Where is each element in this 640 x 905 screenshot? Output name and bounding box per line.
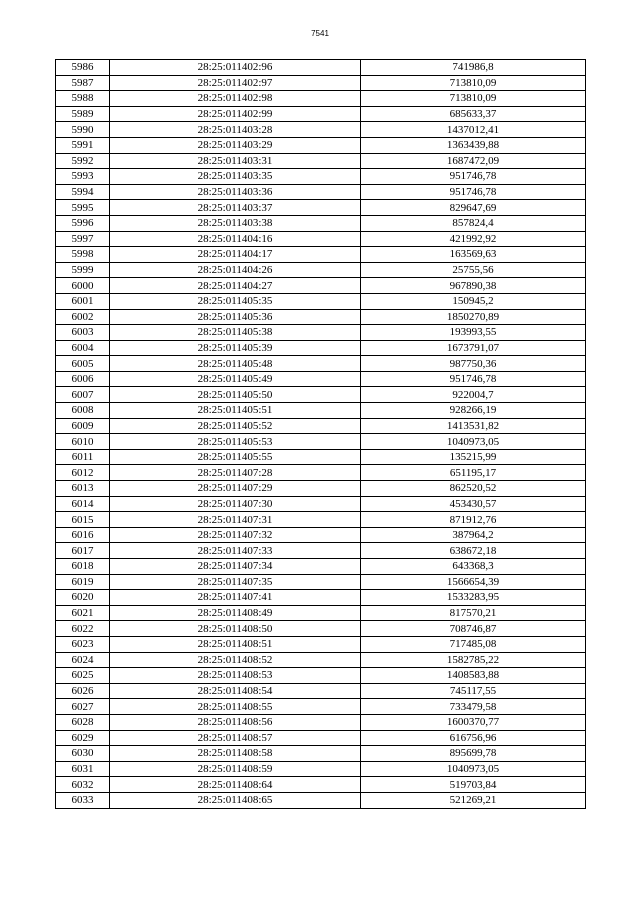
cadastral-number-cell: 28:25:011405:50 [110,387,361,403]
value-cell: 817570,21 [361,605,586,621]
table-row [56,403,586,419]
cadastral-number-cell: 28:25:011403:38 [110,215,361,231]
cadastral-number-cell: 28:25:011408:56 [110,714,361,730]
table-row [56,200,586,216]
value-cell: 987750,36 [361,356,586,372]
table-row [56,262,586,278]
table-row [56,75,586,91]
table-row [56,636,586,652]
value-cell: 922004,7 [361,387,586,403]
row-number-cell: 5994 [56,184,110,200]
row-number-cell: 6012 [56,465,110,481]
row-number-cell: 6019 [56,574,110,590]
row-number-cell: 6027 [56,699,110,715]
row-number-cell: 6015 [56,512,110,528]
value-cell: 1600370,77 [361,714,586,730]
table-row [56,434,586,450]
value-cell: 733479,58 [361,699,586,715]
cadastral-number-cell: 28:25:011405:52 [110,418,361,434]
table-row [56,605,586,621]
cadastral-number-cell: 28:25:011408:64 [110,777,361,793]
row-number-cell: 5989 [56,106,110,122]
row-number-cell: 6010 [56,434,110,450]
table-row [56,356,586,372]
table-row [56,215,586,231]
value-cell: 895699,78 [361,746,586,762]
table-row [56,481,586,497]
table-row [56,106,586,122]
table-row [56,231,586,247]
value-cell: 713810,09 [361,91,586,107]
table-row [56,559,586,575]
row-number-cell: 5997 [56,231,110,247]
cadastral-number-cell: 28:25:011404:17 [110,247,361,263]
row-number-cell: 5992 [56,153,110,169]
value-cell: 951746,78 [361,169,586,185]
row-number-cell: 5993 [56,169,110,185]
row-number-cell: 5990 [56,122,110,138]
value-cell: 521269,21 [361,792,586,808]
table-row [56,91,586,107]
value-cell: 1363439,88 [361,137,586,153]
table-row [56,340,586,356]
value-cell: 685633,37 [361,106,586,122]
table-row [56,761,586,777]
row-number-cell: 6018 [56,559,110,575]
value-cell: 928266,19 [361,403,586,419]
table-row [56,418,586,434]
cadastral-number-cell: 28:25:011407:33 [110,543,361,559]
cadastral-number-cell: 28:25:011408:65 [110,792,361,808]
value-cell: 951746,78 [361,184,586,200]
value-cell: 643368,3 [361,559,586,575]
row-number-cell: 6031 [56,761,110,777]
row-number-cell: 6009 [56,418,110,434]
cadastral-number-cell: 28:25:011405:51 [110,403,361,419]
row-number-cell: 6021 [56,605,110,621]
value-cell: 862520,52 [361,481,586,497]
cadastral-number-cell: 28:25:011408:52 [110,652,361,668]
value-cell: 1408583,88 [361,668,586,684]
row-number-cell: 6033 [56,792,110,808]
row-number-cell: 6024 [56,652,110,668]
row-number-cell: 6032 [56,777,110,793]
cadastral-number-cell: 28:25:011405:36 [110,309,361,325]
row-number-cell: 6013 [56,481,110,497]
value-cell: 193993,55 [361,325,586,341]
cadastral-number-cell: 28:25:011405:38 [110,325,361,341]
row-number-cell: 6001 [56,293,110,309]
value-cell: 1582785,22 [361,652,586,668]
cadastral-number-cell: 28:25:011405:35 [110,293,361,309]
row-number-cell: 6030 [56,746,110,762]
cadastral-number-cell: 28:25:011404:16 [110,231,361,247]
value-cell: 135215,99 [361,449,586,465]
table-row [56,714,586,730]
table-row [56,683,586,699]
row-number-cell: 6023 [56,636,110,652]
row-number-cell: 5988 [56,91,110,107]
cadastral-number-cell: 28:25:011403:29 [110,137,361,153]
value-cell: 1850270,89 [361,309,586,325]
row-number-cell: 6026 [56,683,110,699]
row-number-cell: 5987 [56,75,110,91]
row-number-cell: 6007 [56,387,110,403]
value-cell: 745117,55 [361,683,586,699]
value-cell: 651195,17 [361,465,586,481]
row-number-cell: 6004 [56,340,110,356]
value-cell: 1687472,09 [361,153,586,169]
table-row [56,293,586,309]
row-number-cell: 6028 [56,714,110,730]
cadastral-number-cell: 28:25:011403:35 [110,169,361,185]
value-cell: 1566654,39 [361,574,586,590]
value-cell: 713810,09 [361,75,586,91]
table-row [56,122,586,138]
value-cell: 25755,56 [361,262,586,278]
row-number-cell: 6011 [56,449,110,465]
value-cell: 387964,2 [361,527,586,543]
row-number-cell: 5991 [56,137,110,153]
cadastral-number-cell: 28:25:011403:28 [110,122,361,138]
value-cell: 967890,38 [361,278,586,294]
table-row [56,184,586,200]
value-cell: 708746,87 [361,621,586,637]
cadastral-number-cell: 28:25:011405:53 [110,434,361,450]
cadastral-number-cell: 28:25:011405:55 [110,449,361,465]
row-number-cell: 5996 [56,215,110,231]
value-cell: 453430,57 [361,496,586,512]
table-row [56,449,586,465]
table-row [56,652,586,668]
table-row [56,512,586,528]
cadastral-number-cell: 28:25:011402:99 [110,106,361,122]
cadastral-number-cell: 28:25:011407:29 [110,481,361,497]
value-cell: 616756,96 [361,730,586,746]
value-cell: 163569,63 [361,247,586,263]
row-number-cell: 6000 [56,278,110,294]
table-row [56,309,586,325]
table-row [56,496,586,512]
table-row [56,169,586,185]
table-row [56,247,586,263]
value-cell: 741986,8 [361,60,586,76]
table-row [56,543,586,559]
row-number-cell: 5998 [56,247,110,263]
table-row [56,387,586,403]
value-cell: 1437012,41 [361,122,586,138]
row-number-cell: 6008 [56,403,110,419]
cadastral-number-cell: 28:25:011408:50 [110,621,361,637]
row-number-cell: 6006 [56,371,110,387]
table-row [56,574,586,590]
value-cell: 1040973,05 [361,434,586,450]
table-row [56,777,586,793]
cadastral-number-cell: 28:25:011403:31 [110,153,361,169]
row-number-cell: 6005 [56,356,110,372]
cadastral-table [55,59,586,809]
row-number-cell: 6029 [56,730,110,746]
cadastral-number-cell: 28:25:011403:37 [110,200,361,216]
value-cell: 951746,78 [361,371,586,387]
value-cell: 857824,4 [361,215,586,231]
value-cell: 717485,08 [361,636,586,652]
row-number-cell: 6022 [56,621,110,637]
row-number-cell: 6016 [56,527,110,543]
cadastral-number-cell: 28:25:011407:30 [110,496,361,512]
value-cell: 871912,76 [361,512,586,528]
cadastral-number-cell: 28:25:011407:32 [110,527,361,543]
page-number: 7541 [311,29,329,38]
row-number-cell: 6002 [56,309,110,325]
cadastral-number-cell: 28:25:011408:53 [110,668,361,684]
cadastral-number-cell: 28:25:011404:26 [110,262,361,278]
cadastral-number-cell: 28:25:011404:27 [110,278,361,294]
cadastral-number-cell: 28:25:011402:96 [110,60,361,76]
table-row [56,668,586,684]
table-row [56,153,586,169]
value-cell: 421992,92 [361,231,586,247]
cadastral-number-cell: 28:25:011405:48 [110,356,361,372]
row-number-cell: 6014 [56,496,110,512]
value-cell: 1533283,95 [361,590,586,606]
table-row [56,60,586,76]
cadastral-number-cell: 28:25:011407:28 [110,465,361,481]
cadastral-number-cell: 28:25:011408:49 [110,605,361,621]
value-cell: 1673791,07 [361,340,586,356]
table-body [56,60,586,809]
cadastral-number-cell: 28:25:011405:39 [110,340,361,356]
table-row [56,465,586,481]
cadastral-number-cell: 28:25:011408:57 [110,730,361,746]
cadastral-number-cell: 28:25:011402:98 [110,91,361,107]
value-cell: 519703,84 [361,777,586,793]
value-cell: 1413531,82 [361,418,586,434]
row-number-cell: 6020 [56,590,110,606]
cadastral-number-cell: 28:25:011408:55 [110,699,361,715]
table-row [56,590,586,606]
cadastral-number-cell: 28:25:011407:41 [110,590,361,606]
table-row [56,137,586,153]
cadastral-number-cell: 28:25:011402:97 [110,75,361,91]
row-number-cell: 6017 [56,543,110,559]
row-number-cell: 5986 [56,60,110,76]
cadastral-number-cell: 28:25:011408:59 [110,761,361,777]
table-row [56,527,586,543]
cadastral-number-cell: 28:25:011407:31 [110,512,361,528]
cadastral-number-cell: 28:25:011408:54 [110,683,361,699]
value-cell: 1040973,05 [361,761,586,777]
cadastral-number-cell: 28:25:011403:36 [110,184,361,200]
cadastral-number-cell: 28:25:011408:58 [110,746,361,762]
row-number-cell: 5995 [56,200,110,216]
value-cell: 638672,18 [361,543,586,559]
value-cell: 150945,2 [361,293,586,309]
table-row [56,371,586,387]
table-row [56,278,586,294]
table-row [56,730,586,746]
table-row [56,325,586,341]
table-row [56,746,586,762]
cadastral-number-cell: 28:25:011405:49 [110,371,361,387]
value-cell: 829647,69 [361,200,586,216]
row-number-cell: 6025 [56,668,110,684]
cadastral-number-cell: 28:25:011407:34 [110,559,361,575]
table-row [56,621,586,637]
cadastral-number-cell: 28:25:011408:51 [110,636,361,652]
row-number-cell: 5999 [56,262,110,278]
table-row [56,792,586,808]
table-row [56,699,586,715]
cadastral-number-cell: 28:25:011407:35 [110,574,361,590]
row-number-cell: 6003 [56,325,110,341]
